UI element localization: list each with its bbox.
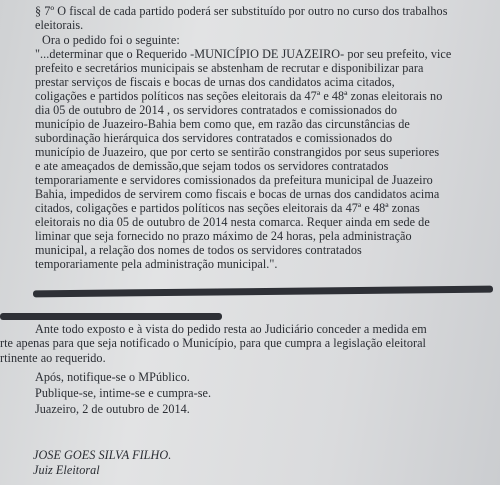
- request-intro: Ora o pedido foi o seguinte:: [42, 33, 180, 47]
- redaction-bar: [33, 286, 493, 298]
- quote-line: município de Juazeiro-Bahia bem como que, em razão das circunstâncias de: [35, 117, 410, 131]
- quote-line: e ate ameaçados de demissão,que sejam todos os servidores contratados: [35, 159, 389, 173]
- header-line: eleitorais.: [35, 18, 84, 32]
- quote-line: dia 05 de outubro de 2014 , os servidores contratados e comissionados do: [35, 103, 398, 117]
- quote-line: liminar que seja fornecido no prazo máximo de 24 horas, pela administração: [35, 229, 412, 243]
- closing-line: Após, notifique-se o MPúblico.: [35, 370, 190, 384]
- conclusion-line: rtinente ao requerido.: [0, 351, 106, 365]
- quote-line: "...determinar que o Requerido -MUNICÍPIO DE JUAZEIRO- por seu prefeito, vice: [35, 47, 452, 61]
- quote-line: eleitorais no dia 05 de outubro de 2014 nesta comarca. Requer ainda em sede de: [35, 215, 430, 229]
- quote-line: temporariamente e servidores comissionados da prefeitura municipal de Juazeiro: [35, 173, 433, 187]
- quote-line: subordinação hierárquica dos servidores contratados e comissionados do: [35, 131, 393, 145]
- conclusion-line: rte apenas para que seja notificado o Município, para que cumpra a legislação eleitoral: [0, 336, 426, 350]
- signature-name: JOSE GOES SILVA FILHO.: [33, 448, 172, 462]
- conclusion-line: Ante todo exposto e à vista do pedido resta ao Judiciário conceder a medida em: [35, 322, 427, 336]
- header-line: § 7º O fiscal de cada partido poderá ser substituído por outro no curso dos trabalhos: [35, 4, 448, 18]
- closing-line: Juazeiro, 2 de outubro de 2014.: [35, 402, 190, 416]
- quote-line: coligações e partidos políticos nas seções eleitorais da 47ª e 48ª zonas eleitorais no: [35, 89, 443, 103]
- quote-line: citados, coligações e partidos políticos nas seções eleitorais da 47ª e 48ª zonas: [35, 201, 420, 215]
- quote-line: Bahia, impedidos de servirem como fiscais e bocas de urnas dos candidatos acima: [35, 187, 440, 201]
- quote-line: municipal, a relação dos nomes de todos os servidores contratados: [35, 243, 362, 257]
- quote-line: prestar serviços de fiscais e bocas de urnas dos candidatos acima citados,: [35, 75, 395, 89]
- redaction-bar: [0, 313, 222, 320]
- quote-line: temporariamente pela administração municipal.".: [35, 257, 278, 271]
- signature-title: Juiz Eleitoral: [33, 463, 100, 477]
- closing-line: Publique-se, intime-se e cumpra-se.: [35, 386, 212, 400]
- quote-line: prefeito e secretários municipais se abstenham de recrutar e disponibilizar para: [35, 61, 424, 75]
- quote-line: município de Juazeiro, que por certo se sentirão constrangidos por seus superiores: [35, 145, 440, 159]
